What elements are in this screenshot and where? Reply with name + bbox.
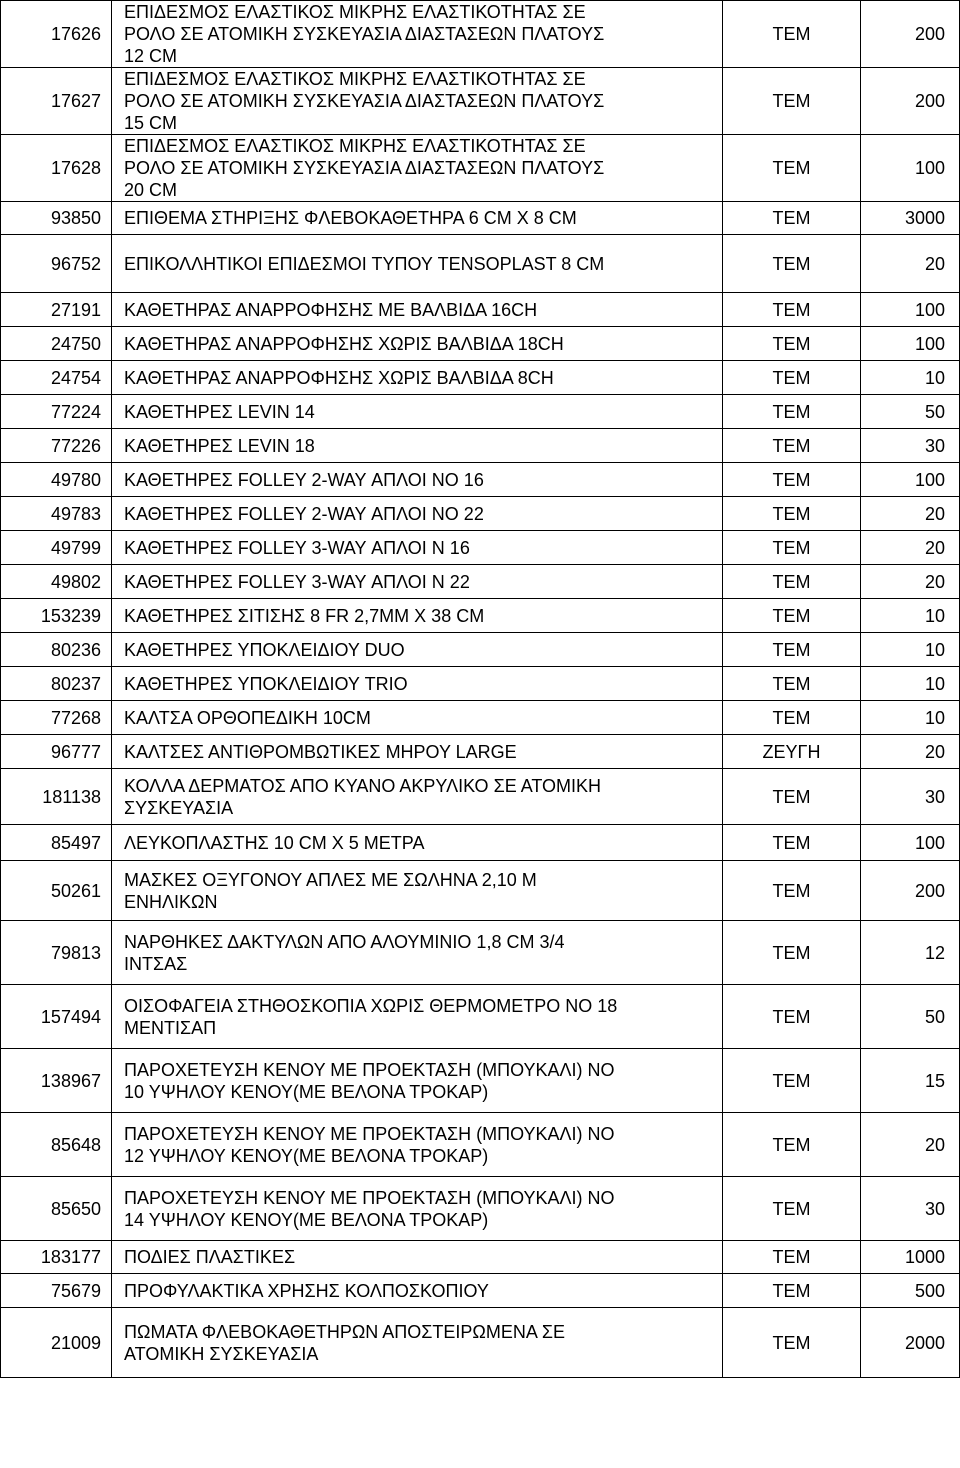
item-description: ΕΠΙΔΕΣΜΟΣ ΕΛΑΣΤΙΚΟΣ ΜΙΚΡΗΣ ΕΛΑΣΤΙΚΟΤΗΤΑΣ ΣΕ ΡΟΛΟ ΣΕ ΑΤΟΜΙΚΗ ΣΥΣΚΕΥΑΣΙΑ ΔΙΑΣΤΑΣΕΩΝ ΠΛΑΤΟΥΣ 15 CM <box>112 68 723 135</box>
item-unit: ΤΕΜ <box>723 395 861 429</box>
item-code: 85497 <box>1 825 112 861</box>
item-description: ΚΑΘΕΤΗΡΕΣ FOLLEY 3-WAY ΑΠΛΟΙ Ν 16 <box>112 531 723 565</box>
item-quantity: 20 <box>861 1113 960 1177</box>
item-unit: ΤΕΜ <box>723 599 861 633</box>
table-row <box>1 135 960 202</box>
item-description: ΚΑΘΕΤΗΡΑΣ ΑΝΑΡΡΟΦΗΣΗΣ ΧΩΡΙΣ ΒΑΛΒΙΔΑ 18CH <box>112 327 723 361</box>
item-unit: ΤΕΜ <box>723 861 861 921</box>
item-unit: ΤΕΜ <box>723 921 861 985</box>
item-unit: ΤΕΜ <box>723 235 861 293</box>
table-row <box>1 1241 960 1274</box>
item-quantity: 200 <box>861 861 960 921</box>
item-code: 21009 <box>1 1308 112 1378</box>
item-description: ΠΑΡΟΧΕΤΕΥΣΗ ΚΕΝΟΥ ΜΕ ΠΡΟΕΚΤΑΣΗ (ΜΠΟΥΚΑΛΙ) ΝΟ 12 ΥΨΗΛΟΥ ΚΕΝΟΥ(ΜΕ ΒΕΛΟΝΑ ΤΡΟΚΑΡ) <box>112 1113 723 1177</box>
item-unit: ΤΕΜ <box>723 667 861 701</box>
item-quantity: 50 <box>861 985 960 1049</box>
table-row <box>1 463 960 497</box>
item-code: 49783 <box>1 497 112 531</box>
item-description: ΚΟΛΛΑ ΔΕΡΜΑΤΟΣ ΑΠΟ ΚΥΑΝΟ ΑΚΡΥΛΙΚΟ ΣΕ ΑΤΟΜΙΚΗ ΣΥΣΚΕΥΑΣΙΑ <box>112 769 723 825</box>
item-quantity: 10 <box>861 667 960 701</box>
item-unit: ΤΕΜ <box>723 497 861 531</box>
table-row <box>1 293 960 327</box>
item-quantity: 20 <box>861 735 960 769</box>
item-description: ΟΙΣΟΦΑΓΕΙΑ ΣΤΗΘΟΣΚΟΠΙΑ ΧΩΡΙΣ ΘΕΡΜΟΜΕΤΡΟ ΝΟ 18 ΜΕΝΤΙΣΑΠ <box>112 985 723 1049</box>
item-quantity: 100 <box>861 135 960 202</box>
item-quantity: 2000 <box>861 1308 960 1378</box>
item-code: 96752 <box>1 235 112 293</box>
item-description: ΜΑΣΚΕΣ ΟΞΥΓΟΝΟΥ ΑΠΛΕΣ ΜΕ ΣΩΛΗΝΑ 2,10 Μ ΕΝΗΛΙΚΩΝ <box>112 861 723 921</box>
item-unit: ΖΕΥΓΗ <box>723 735 861 769</box>
item-quantity: 100 <box>861 327 960 361</box>
item-quantity: 100 <box>861 293 960 327</box>
table-row <box>1 1177 960 1241</box>
item-quantity: 1000 <box>861 1241 960 1274</box>
item-description: ΠΩΜΑΤΑ ΦΛΕΒΟΚΑΘΕΤΗΡΩΝ ΑΠΟΣΤΕΙΡΩΜΕΝΑ ΣΕ ΑΤΟΜΙΚΗ ΣΥΣΚΕΥΑΣΙΑ <box>112 1308 723 1378</box>
item-unit: ΤΕΜ <box>723 361 861 395</box>
item-unit: ΤΕΜ <box>723 531 861 565</box>
item-code: 49799 <box>1 531 112 565</box>
item-quantity: 200 <box>861 1 960 68</box>
item-quantity: 15 <box>861 1049 960 1113</box>
item-code: 79813 <box>1 921 112 985</box>
item-unit: ΤΕΜ <box>723 68 861 135</box>
item-unit: ΤΕΜ <box>723 463 861 497</box>
item-description: ΠΑΡΟΧΕΤΕΥΣΗ ΚΕΝΟΥ ΜΕ ΠΡΟΕΚΤΑΣΗ (ΜΠΟΥΚΑΛΙ) ΝΟ 10 ΥΨΗΛΟΥ ΚΕΝΟΥ(ΜΕ ΒΕΛΟΝΑ ΤΡΟΚΑΡ) <box>112 1049 723 1113</box>
item-code: 49802 <box>1 565 112 599</box>
table-row <box>1 531 960 565</box>
table-row <box>1 68 960 135</box>
item-description: ΚΑΘΕΤΗΡΑΣ ΑΝΑΡΡΟΦΗΣΗΣ ΧΩΡΙΣ ΒΑΛΒΙΔΑ 8CH <box>112 361 723 395</box>
item-quantity: 500 <box>861 1274 960 1308</box>
item-description: ΠΑΡΟΧΕΤΕΥΣΗ ΚΕΝΟΥ ΜΕ ΠΡΟΕΚΤΑΣΗ (ΜΠΟΥΚΑΛΙ) ΝΟ 14 ΥΨΗΛΟΥ ΚΕΝΟΥ(ΜΕ ΒΕΛΟΝΑ ΤΡΟΚΑΡ) <box>112 1177 723 1241</box>
item-description: ΚΑΘΕΤΗΡΕΣ ΥΠΟΚΛΕΙΔΙΟΥ TRIO <box>112 667 723 701</box>
item-description: ΚΑΛΤΣΕΣ ΑΝΤΙΘΡΟΜΒΩΤΙΚΕΣ ΜΗΡΟΥ LARGE <box>112 735 723 769</box>
table-row <box>1 1113 960 1177</box>
item-description: ΝΑΡΘΗΚΕΣ ΔΑΚΤΥΛΩΝ ΑΠΟ ΑΛΟΥΜΙΝΙΟ 1,8 CM 3/4 ΙΝΤΣΑΣ <box>112 921 723 985</box>
table-row <box>1 497 960 531</box>
table-row <box>1 1308 960 1378</box>
item-code: 183177 <box>1 1241 112 1274</box>
item-quantity: 10 <box>861 599 960 633</box>
item-unit: ΤΕΜ <box>723 135 861 202</box>
item-description: ΚΑΘΕΤΗΡΕΣ ΣΙΤΙΣΗΣ 8 FR 2,7MM X 38 CM <box>112 599 723 633</box>
table-row <box>1 1 960 68</box>
table-row <box>1 701 960 735</box>
table-row <box>1 825 960 861</box>
table-row <box>1 565 960 599</box>
item-quantity: 10 <box>861 361 960 395</box>
item-quantity: 3000 <box>861 202 960 235</box>
item-code: 27191 <box>1 293 112 327</box>
item-quantity: 10 <box>861 633 960 667</box>
item-code: 24754 <box>1 361 112 395</box>
item-description: ΚΑΘΕΤΗΡΑΣ ΑΝΑΡΡΟΦΗΣΗΣ ΜΕ ΒΑΛΒΙΔΑ 16CH <box>112 293 723 327</box>
table-row <box>1 985 960 1049</box>
table-row <box>1 921 960 985</box>
item-code: 138967 <box>1 1049 112 1113</box>
item-unit: ΤΕΜ <box>723 1308 861 1378</box>
table-row <box>1 202 960 235</box>
item-description: ΠΟΔΙΕΣ ΠΛΑΣΤΙΚΕΣ <box>112 1241 723 1274</box>
item-description: ΚΑΘΕΤΗΡΕΣ LEVIN 18 <box>112 429 723 463</box>
table-row <box>1 667 960 701</box>
item-quantity: 200 <box>861 68 960 135</box>
item-code: 77268 <box>1 701 112 735</box>
item-description: ΠΡΟΦΥΛΑΚΤΙΚΑ ΧΡΗΣΗΣ ΚΟΛΠΟΣΚΟΠΙΟΥ <box>112 1274 723 1308</box>
item-unit: ΤΕΜ <box>723 565 861 599</box>
item-unit: ΤΕΜ <box>723 985 861 1049</box>
item-description: ΚΑΘΕΤΗΡΕΣ FOLLEY 3-WAY ΑΠΛΟΙ Ν 22 <box>112 565 723 599</box>
table-row <box>1 235 960 293</box>
item-unit: ΤΕΜ <box>723 1241 861 1274</box>
item-code: 80236 <box>1 633 112 667</box>
table-row <box>1 599 960 633</box>
table-row <box>1 1049 960 1113</box>
item-unit: ΤΕΜ <box>723 701 861 735</box>
item-quantity: 20 <box>861 531 960 565</box>
item-description: ΚΑΘΕΤΗΡΕΣ ΥΠΟΚΛΕΙΔΙΟΥ DUO <box>112 633 723 667</box>
item-quantity: 10 <box>861 701 960 735</box>
item-unit: ΤΕΜ <box>723 769 861 825</box>
item-code: 49780 <box>1 463 112 497</box>
item-unit: ΤΕΜ <box>723 293 861 327</box>
item-description: ΚΑΘΕΤΗΡΕΣ FOLLEY 2-WAY ΑΠΛΟΙ ΝΟ 16 <box>112 463 723 497</box>
item-quantity: 100 <box>861 463 960 497</box>
item-unit: ΤΕΜ <box>723 1177 861 1241</box>
item-unit: ΤΕΜ <box>723 1049 861 1113</box>
item-unit: ΤΕΜ <box>723 429 861 463</box>
table-row <box>1 1274 960 1308</box>
item-quantity: 20 <box>861 497 960 531</box>
item-code: 17627 <box>1 68 112 135</box>
item-code: 157494 <box>1 985 112 1049</box>
item-code: 96777 <box>1 735 112 769</box>
item-code: 181138 <box>1 769 112 825</box>
item-unit: ΤΕΜ <box>723 633 861 667</box>
item-quantity: 20 <box>861 235 960 293</box>
item-quantity: 20 <box>861 565 960 599</box>
item-code: 153239 <box>1 599 112 633</box>
table-row <box>1 395 960 429</box>
item-code: 93850 <box>1 202 112 235</box>
table-row <box>1 327 960 361</box>
item-code: 77226 <box>1 429 112 463</box>
table-row <box>1 769 960 825</box>
table-row <box>1 735 960 769</box>
item-description: ΛΕΥΚΟΠΛΑΣΤΗΣ 10 CM X 5 ΜΕΤΡΑ <box>112 825 723 861</box>
table-row <box>1 633 960 667</box>
item-code: 17628 <box>1 135 112 202</box>
item-description: ΚΑΛΤΣΑ ΟΡΘΟΠΕΔΙΚΗ 10CM <box>112 701 723 735</box>
item-description: ΕΠΙΚΟΛΛΗΤΙΚΟΙ ΕΠΙΔΕΣΜΟΙ ΤΥΠΟΥ TENSOPLAST 8 CM <box>112 235 723 293</box>
item-unit: ΤΕΜ <box>723 202 861 235</box>
item-unit: ΤΕΜ <box>723 1 861 68</box>
table-row <box>1 361 960 395</box>
item-description: ΕΠΙΘΕΜΑ ΣΤΗΡΙΞΗΣ ΦΛΕΒΟΚΑΘΕΤΗΡΑ 6 CM X 8 CM <box>112 202 723 235</box>
item-code: 75679 <box>1 1274 112 1308</box>
item-description: ΚΑΘΕΤΗΡΕΣ FOLLEY 2-WAY ΑΠΛΟΙ ΝΟ 22 <box>112 497 723 531</box>
table-row <box>1 429 960 463</box>
item-quantity: 30 <box>861 429 960 463</box>
table-row <box>1 861 960 921</box>
item-unit: ΤΕΜ <box>723 1274 861 1308</box>
item-code: 85648 <box>1 1113 112 1177</box>
item-unit: ΤΕΜ <box>723 825 861 861</box>
item-code: 50261 <box>1 861 112 921</box>
item-quantity: 12 <box>861 921 960 985</box>
item-code: 85650 <box>1 1177 112 1241</box>
item-code: 77224 <box>1 395 112 429</box>
item-code: 80237 <box>1 667 112 701</box>
item-quantity: 100 <box>861 825 960 861</box>
item-quantity: 30 <box>861 1177 960 1241</box>
item-code: 17626 <box>1 1 112 68</box>
item-description: ΚΑΘΕΤΗΡΕΣ LEVIN 14 <box>112 395 723 429</box>
item-unit: ΤΕΜ <box>723 1113 861 1177</box>
item-description: ΕΠΙΔΕΣΜΟΣ ΕΛΑΣΤΙΚΟΣ ΜΙΚΡΗΣ ΕΛΑΣΤΙΚΟΤΗΤΑΣ ΣΕ ΡΟΛΟ ΣΕ ΑΤΟΜΙΚΗ ΣΥΣΚΕΥΑΣΙΑ ΔΙΑΣΤΑΣΕΩΝ ΠΛΑΤΟΥΣ 12 CM <box>112 1 723 68</box>
item-quantity: 50 <box>861 395 960 429</box>
item-code: 24750 <box>1 327 112 361</box>
item-description: ΕΠΙΔΕΣΜΟΣ ΕΛΑΣΤΙΚΟΣ ΜΙΚΡΗΣ ΕΛΑΣΤΙΚΟΤΗΤΑΣ ΣΕ ΡΟΛΟ ΣΕ ΑΤΟΜΙΚΗ ΣΥΣΚΕΥΑΣΙΑ ΔΙΑΣΤΑΣΕΩΝ ΠΛΑΤΟΥΣ 20 CM <box>112 135 723 202</box>
item-quantity: 30 <box>861 769 960 825</box>
item-unit: ΤΕΜ <box>723 327 861 361</box>
items-table-body <box>1 1 960 1378</box>
